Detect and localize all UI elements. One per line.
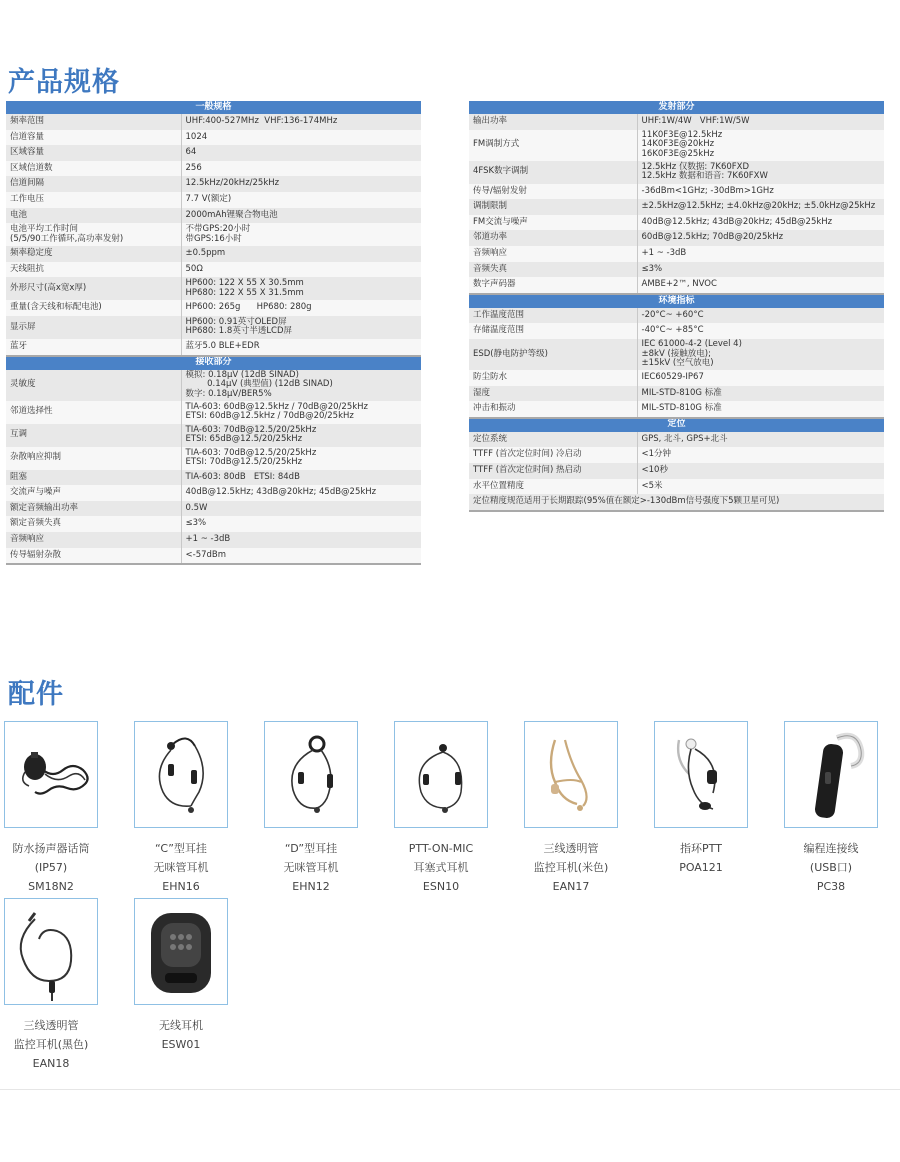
spec-value (181, 176, 421, 192)
footer-divider (0, 1089, 900, 1090)
spec-key: 信道容量 (6, 130, 181, 146)
spec-value-line: AMBE+2™, NVOC (641, 279, 717, 290)
spec-row (469, 199, 884, 215)
spec-row (469, 386, 884, 402)
spec-value (181, 316, 421, 339)
spec-value (181, 208, 421, 224)
programming-cable-image (784, 721, 878, 828)
earbud-earpiece-image (394, 721, 488, 828)
spec-value (637, 401, 884, 418)
spec-value-line: HP680: 1.8英寸半透LCD屏 (185, 326, 293, 337)
spec-row (469, 246, 884, 262)
spec-row (469, 401, 884, 418)
spec-value (181, 277, 421, 300)
accessory-item (0, 721, 116, 896)
spec-key: 工作温度范围 (469, 308, 637, 324)
spec-value-line: ETSI: 65dB@12.5/20/25kHz (185, 434, 303, 445)
spec-row (6, 176, 421, 192)
spec-value (181, 532, 421, 548)
spec-key: 音频响应 (6, 532, 181, 548)
section-header (469, 101, 884, 114)
accessory-label (636, 839, 766, 877)
accessory-label-line: 三线透明管 (543, 842, 599, 855)
accessories-title: 配件 (8, 679, 64, 710)
spec-row (6, 548, 421, 565)
spec-value (637, 323, 884, 339)
spec-value-line: ±0.5ppm (185, 248, 226, 259)
spec-key: 调制限制 (469, 199, 637, 215)
spec-value-line: 0.14μV (典型值) (12dB SINAD) (185, 379, 333, 390)
accessory-item (0, 898, 116, 1073)
spec-key: 输出功率 (469, 114, 637, 130)
spec-key: 互调 (6, 424, 181, 447)
spec-row (469, 161, 884, 184)
section-header-label: 一般规格 (6, 101, 421, 114)
accessory-label-line: 无咪管耳机 (283, 861, 339, 874)
spec-value (637, 370, 884, 386)
spec-key: 天线阻抗 (6, 262, 181, 278)
spec-value (637, 230, 884, 246)
spec-value (637, 130, 884, 161)
spec-key: 邻道选择性 (6, 401, 181, 424)
spec-row (6, 516, 421, 532)
spec-title: 产品规格 (8, 67, 120, 98)
spec-row (6, 277, 421, 300)
spec-value-line: 带GPS:16小时 (185, 233, 242, 244)
spec-key: 数字声码器 (469, 277, 637, 294)
spec-value-line: ETSI: 70dB@12.5/20/25kHz (185, 457, 303, 468)
spec-key: 防尘防水 (469, 370, 637, 386)
spec-value-line: <10秒 (641, 464, 668, 475)
spec-value-line: 模拟: 0.18μV (12dB SINAD) (185, 369, 299, 380)
spec-row (6, 192, 421, 208)
spec-value-line: HP600: 265g HP680: 280g (185, 302, 312, 313)
spec-row (469, 215, 884, 231)
spec-row (6, 161, 421, 177)
accessory-label-line: PTT-ON-MIC (408, 842, 474, 855)
spec-key: 显示屏 (6, 316, 181, 339)
spec-value-line: 256 (185, 162, 202, 173)
accessory-label-line: 无咪管耳机 (153, 861, 209, 874)
spec-value-line: 64 (185, 147, 197, 158)
spec-row (469, 323, 884, 339)
spec-value (181, 501, 421, 517)
accessory-label-line: SM18N2 (28, 880, 74, 893)
accessory-label-line: (USB口) (809, 861, 853, 874)
accessory-label-line: 防水扬声器话筒 (12, 842, 90, 855)
accessory-label-line: “C”型耳挂 (155, 842, 207, 855)
spec-value (637, 447, 884, 463)
spec-value-line: -40°C~ +85°C (641, 325, 704, 336)
section-header-label: 接收部分 (6, 356, 421, 370)
spec-value-line: TIA-603: 60dB@12.5kHz / 70dB@20/25kHz (185, 401, 369, 412)
spec-row (6, 501, 421, 517)
accessory-item (636, 721, 766, 877)
accessory-label-line: “D”型耳挂 (284, 842, 338, 855)
spec-value-line: 14K0F3E@20kHz (641, 139, 715, 150)
spec-value (181, 114, 421, 130)
spec-row (6, 130, 421, 146)
spec-value (181, 262, 421, 278)
spec-key: 传导辐射杂散 (6, 548, 181, 565)
spec-row (6, 262, 421, 278)
spec-value (181, 246, 421, 262)
section-header (6, 101, 421, 114)
spec-value-line: 12.5kHz 数据和语音: 7K60FXW (641, 171, 768, 182)
spec-key: TTFF (首次定位时间) 冷启动 (469, 447, 637, 463)
accessory-label (766, 839, 896, 896)
spec-value-line: HP600: 0.91英寸OLED屏 (185, 316, 287, 327)
spec-key: 灵敏度 (6, 370, 181, 401)
spec-value (181, 470, 421, 486)
spec-row (469, 463, 884, 479)
accessory-item (376, 721, 506, 896)
spec-row (6, 300, 421, 316)
accessory-label (0, 1016, 116, 1073)
accessory-label (506, 839, 636, 896)
accessory-label-line: EAN17 (552, 880, 590, 893)
spec-row (6, 208, 421, 224)
accessory-label-line: POA121 (679, 861, 723, 874)
spec-value (181, 300, 421, 316)
accessory-label-line: EHN12 (292, 880, 330, 893)
spec-key: 区域容量 (6, 145, 181, 161)
spec-key: FM交流与噪声 (469, 215, 637, 231)
accessory-label-line: PC38 (816, 880, 846, 893)
spec-row (469, 184, 884, 200)
spec-value-line: 50Ω (185, 263, 203, 274)
spec-value (637, 479, 884, 495)
spec-value-line: TIA-603: 70dB@12.5/20/25kHz (185, 447, 317, 458)
spec-key: 蓝牙 (6, 339, 181, 356)
spec-key: 额定音频失真 (6, 516, 181, 532)
section-header (469, 294, 884, 308)
accessory-label (0, 839, 116, 896)
spec-row (6, 114, 421, 130)
spec-value (637, 161, 884, 184)
accessory-label-line: 指环PTT (680, 842, 722, 855)
accessory-label (116, 839, 246, 896)
beige-tube-earpiece-image (524, 721, 618, 828)
spec-value (181, 370, 421, 401)
spec-value-line: IEC60529-IP67 (641, 371, 704, 382)
spec-value-line: 40dB@12.5kHz; 43dB@20kHz; 45dB@25kHz (641, 216, 833, 227)
accessory-label-line: 无线耳机 (159, 1019, 203, 1032)
spec-row (6, 370, 421, 401)
finger-ptt-earpiece-image (654, 721, 748, 828)
spec-value (637, 339, 884, 370)
spec-value (637, 386, 884, 402)
spec-value-line: ±15kV (空气放电) (641, 358, 714, 369)
spec-row (6, 145, 421, 161)
spec-value (637, 215, 884, 231)
spec-value-line: UHF:1W/4W VHF:1W/5W (641, 116, 750, 127)
spec-key: 交流声与噪声 (6, 485, 181, 501)
spec-row (469, 114, 884, 130)
spec-value-line: 12.5kHz/20kHz/25kHz (185, 178, 280, 189)
spec-value-line: 16K0F3E@25kHz (641, 148, 715, 159)
spec-value (181, 130, 421, 146)
accessory-label (116, 1016, 246, 1054)
spec-key: 额定音频输出功率 (6, 501, 181, 517)
spec-value-line: HP600: 122 X 55 X 30.5mm (185, 278, 304, 289)
accessory-item (116, 721, 246, 896)
accessory-label-line: ESN10 (422, 880, 460, 893)
d-earhook-earpiece-image (264, 721, 358, 828)
accessory-label-line: 三线透明管 (23, 1019, 79, 1032)
spec-key: 音频失真 (469, 262, 637, 278)
spec-value-line: 11K0F3E@12.5kHz (641, 129, 723, 140)
spec-value (637, 432, 884, 448)
accessory-label (376, 839, 506, 896)
spec-value-line: ≤3% (641, 263, 663, 274)
spec-value-line: UHF:400-527MHz VHF:136-174MHz (185, 116, 338, 127)
spec-value-line: -20°C~ +60°C (641, 309, 704, 320)
spec-value-line: MIL-STD-810G 标准 (641, 403, 722, 414)
spec-key: 湿度 (469, 386, 637, 402)
section-header-label: 发射部分 (469, 101, 884, 114)
spec-key: 外形尺寸(高x宽x厚) (6, 277, 181, 300)
accessory-item (246, 721, 376, 896)
spec-row (469, 262, 884, 278)
spec-value-line: TIA-603: 80dB ETSI: 84dB (185, 471, 300, 482)
spec-row (469, 308, 884, 324)
section-header-label: 定位 (469, 418, 884, 432)
spec-key: 区域信道数 (6, 161, 181, 177)
spec-key: ESD(静电防护等级) (469, 339, 637, 370)
spec-value (181, 401, 421, 424)
spec-value-line: GPS, 北斗, GPS+北斗 (641, 433, 728, 444)
c-earhook-earpiece-image (134, 721, 228, 828)
spec-value (637, 463, 884, 479)
spec-row (6, 485, 421, 501)
spec-key: 电池平均工作时间 (5/5/90工作循环,高功率发射) (6, 223, 181, 246)
spec-row (6, 223, 421, 246)
spec-value-line: 蓝牙5.0 BLE+EDR (185, 340, 260, 351)
spec-row (6, 401, 421, 424)
spec-value-line: -36dBm<1GHz; -30dBm>1GHz (641, 185, 774, 196)
spec-row (6, 532, 421, 548)
spec-value-line: MIL-STD-810G 标准 (641, 387, 722, 398)
spec-value-line: ±2.5kHz@12.5kHz; ±4.0kHz@20kHz; ±5.0kHz@25kHz (641, 201, 876, 212)
spec-value-line: <-57dBm (185, 549, 227, 560)
spec-value (181, 339, 421, 356)
accessory-label (246, 839, 376, 896)
section-header (469, 418, 884, 432)
spec-value-line: 12.5kHz 仅数据: 7K60FXD (641, 161, 750, 172)
spec-row (469, 494, 884, 511)
spec-row (6, 246, 421, 262)
wireless-earpiece-image (134, 898, 228, 1005)
spec-key: 电池 (6, 208, 181, 224)
spec-row (469, 479, 884, 495)
spec-value-line: 不带GPS:20小时 (185, 224, 251, 235)
spec-value-line: TIA-603: 70dB@12.5/20/25kHz (185, 424, 317, 435)
spec-key: FM调制方式 (469, 130, 637, 161)
spec-row (469, 370, 884, 386)
spec-value-line: +1 ~ -3dB (641, 248, 687, 259)
accessory-label-line: 耳塞式耳机 (413, 861, 469, 874)
section-header-label: 环境指标 (469, 294, 884, 308)
spec-key: 存储温度范围 (469, 323, 637, 339)
spec-value (637, 246, 884, 262)
spec-value (181, 424, 421, 447)
spec-value (637, 114, 884, 130)
spec-key: 频率范围 (6, 114, 181, 130)
spec-key: 4FSK数字调制 (469, 161, 637, 184)
spec-value (637, 184, 884, 200)
spec-key: 定位系统 (469, 432, 637, 448)
spec-table-right (469, 101, 884, 512)
spec-value-line: IEC 61000-4-2 (Level 4) (641, 339, 742, 350)
spec-row (469, 277, 884, 294)
spec-key: 杂散响应抑制 (6, 447, 181, 470)
spec-value (181, 192, 421, 208)
spec-value-line: <1分钟 (641, 449, 672, 460)
spec-value (637, 262, 884, 278)
spec-value-line: <5米 (641, 480, 663, 491)
spec-value-line: +1 ~ -3dB (185, 533, 231, 544)
spec-row (469, 432, 884, 448)
spec-row (6, 470, 421, 486)
section-header (6, 356, 421, 370)
spec-value (181, 485, 421, 501)
spec-value-line: 2000mAh锂聚合物电池 (185, 209, 278, 220)
accessory-label-line: 监控耳机(黑色) (13, 1038, 89, 1051)
spec-row (469, 230, 884, 246)
spec-value-line: 数字: 0.18μV/BER5% (185, 388, 272, 399)
spec-value (181, 548, 421, 565)
spec-row (469, 339, 884, 370)
spec-note: 定位精度规范适用于长期跟踪(95%值在额定>-130dBm信号强度下5颗卫星可见) (469, 494, 884, 511)
spec-row (469, 130, 884, 161)
accessory-item (506, 721, 636, 896)
accessory-label-line: 监控耳机(米色) (533, 861, 609, 874)
spec-value (637, 308, 884, 324)
accessory-label-line: ESW01 (161, 1038, 201, 1051)
accessory-label-line: EAN18 (32, 1057, 70, 1070)
spec-value-line: 40dB@12.5kHz; 43dB@20kHz; 45dB@25kHz (185, 487, 377, 498)
spec-table-left (6, 101, 421, 565)
accessory-label-line: (IP57) (34, 861, 68, 874)
spec-value-line: ETSI: 60dB@12.5kHz / 70dB@20/25kHz (185, 411, 354, 422)
black-tube-earpiece-image (4, 898, 98, 1005)
spec-value (637, 277, 884, 294)
spec-key: 重量(含天线和标配电池) (6, 300, 181, 316)
spec-value-line: 1024 (185, 131, 208, 142)
spec-row (469, 447, 884, 463)
spec-key: 水平位置精度 (469, 479, 637, 495)
spec-key: TTFF (首次定位时间) 热启动 (469, 463, 637, 479)
spec-key: 音频响应 (469, 246, 637, 262)
spec-value (181, 447, 421, 470)
spec-value (181, 161, 421, 177)
spec-row (6, 424, 421, 447)
spec-row (6, 447, 421, 470)
speaker-mic-image (4, 721, 98, 828)
accessory-label-line: EHN16 (162, 880, 200, 893)
spec-row (6, 339, 421, 356)
spec-key: 邻道功率 (469, 230, 637, 246)
spec-value-line: 7.7 V(额定) (185, 194, 232, 205)
spec-value (637, 199, 884, 215)
spec-value-line: ±8kV (接触放电); (641, 348, 711, 359)
spec-value (181, 223, 421, 246)
spec-value-line: HP680: 122 X 55 X 31.5mm (185, 287, 304, 298)
spec-value-line: ≤3% (185, 518, 207, 529)
spec-row (6, 316, 421, 339)
spec-key: 工作电压 (6, 192, 181, 208)
spec-key: 冲击和振动 (469, 401, 637, 418)
spec-value (181, 516, 421, 532)
accessory-item (116, 898, 246, 1054)
spec-key: 阻塞 (6, 470, 181, 486)
spec-value (181, 145, 421, 161)
spec-value-line: 0.5W (185, 502, 208, 513)
spec-value-line: 60dB@12.5kHz; 70dB@20/25kHz (641, 232, 784, 243)
spec-key: 信道间隔 (6, 176, 181, 192)
accessory-item (766, 721, 896, 896)
spec-key: 频率稳定度 (6, 246, 181, 262)
spec-key: 传导/辐射发射 (469, 184, 637, 200)
accessory-label-line: 编程连接线 (803, 842, 859, 855)
